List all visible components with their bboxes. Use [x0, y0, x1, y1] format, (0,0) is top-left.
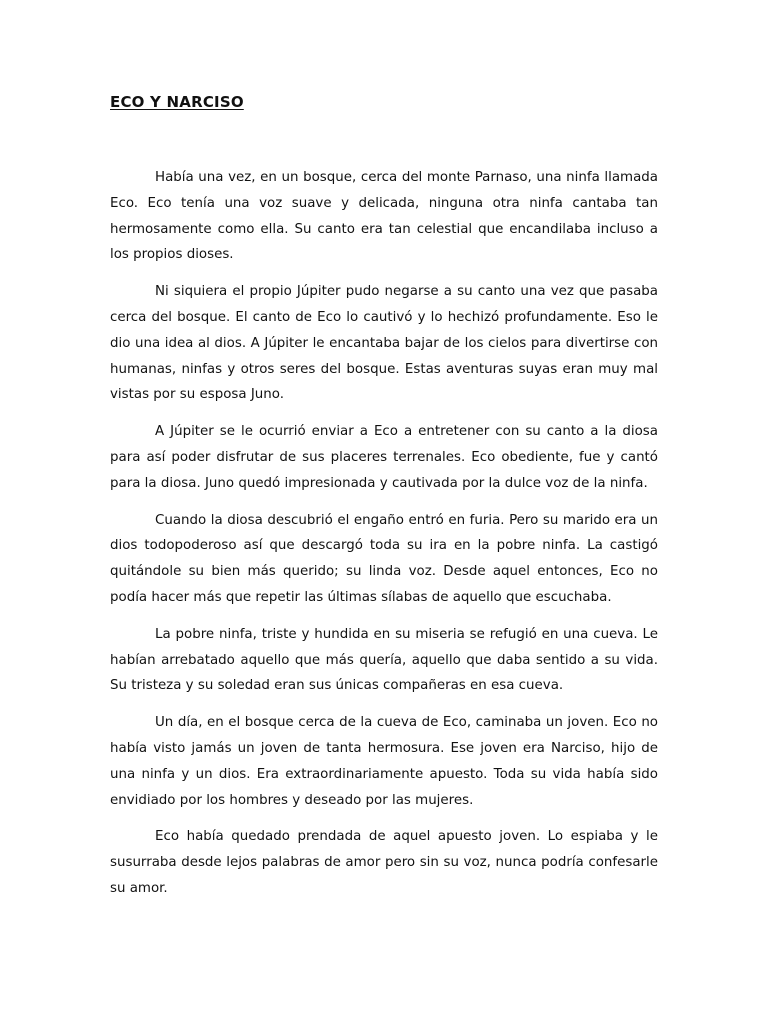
paragraph: Había una vez, en un bosque, cerca del monte Parnaso, una ninfa llamada Eco. Eco tenía una voz suave y delicada, ninguna otra ninfa cantaba tan hermosamente como ella. Su canto era tan celestial que encandilaba incluso a los propios dioses.: [110, 170, 658, 263]
paragraph: La pobre ninfa, triste y hundida en su miseria se refugió en una cueva. Le habían arrebatado aquello que más quería, aquello que daba sentido a su vida. Su tristeza y su soledad eran sus únicas compañeras en esa cueva.: [110, 626, 658, 694]
document-title: ECO Y NARCISO: [110, 93, 244, 111]
document-body: [110, 165, 658, 913]
paragraph: A Júpiter se le ocurrió enviar a Eco a entretener con su canto a la diosa para así poder disfrutar de sus placeres terrenales. Eco obediente, fue y cantó para la diosa. Juno quedó impresionada y cautivada por la dulce voz de la ninfa.: [110, 424, 658, 491]
paragraph: Un día, en el bosque cerca de la cueva de Eco, caminaba un joven. Eco no había visto jamás un joven de tanta hermosura. Ese joven era Narciso, hijo de una ninfa y un dios. Era extraordinariamente apuesto. Toda su vida había sido envidiado por los hombres y deseado por las mujeres.: [110, 715, 658, 808]
paragraph: Eco había quedado prendada de aquel apuesto joven. Lo espiaba y le susurraba desde lejos palabras de amor pero sin su voz, nunca podría confesarle su amor.: [110, 829, 658, 896]
paragraph: Ni siquiera el propio Júpiter pudo negarse a su canto una vez que pasaba cerca del bosque. El canto de Eco lo cautivó y lo hechizó profundamente. Eso le dio una idea al dios. A Júpiter le encantaba bajar de los cielos para divertirse con humanas, ninfas y otros seres del bosque. Estas aventuras suyas eran muy mal vistas por su esposa Juno.: [110, 284, 658, 403]
paragraph: Cuando la diosa descubrió el engaño entró en furia. Pero su marido era un dios todopoderoso así que descargó toda su ira en la pobre ninfa. La castigó quitándole su bien más querido; su linda voz. Desde aquel entonces, Eco no podía hacer más que repetir las últimas sílabas de aquello que escuchaba.: [110, 512, 658, 605]
